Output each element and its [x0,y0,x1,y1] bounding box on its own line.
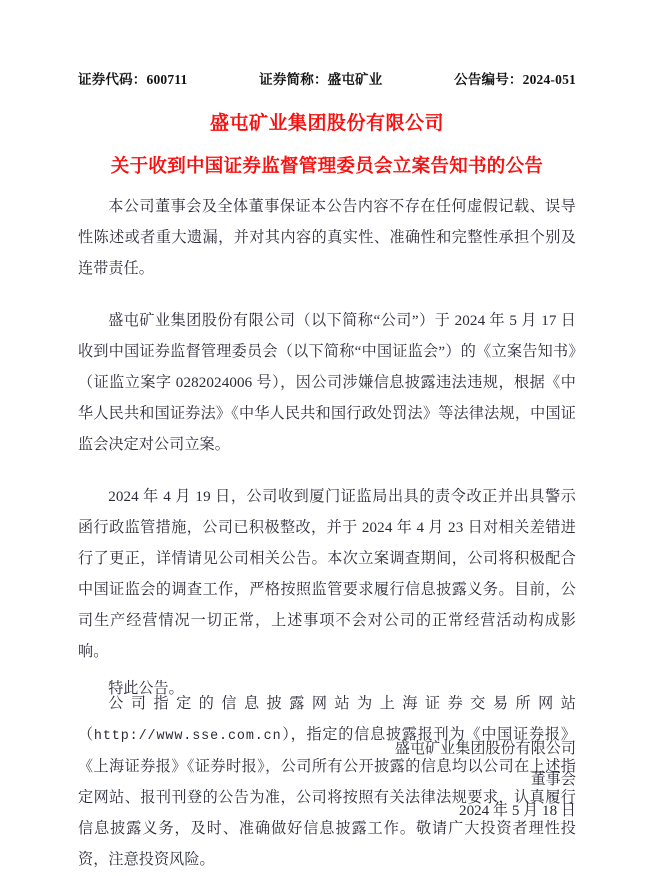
signature-date: 2024 年 5 月 18 日 [459,803,576,819]
notice-number-value: 2024-051 [522,72,576,87]
disclosure-text-before-url: 公司指定的信息披露网站为上海证券交易所网站（ [78,696,576,743]
notice-number-label: 公告编号： [454,72,523,87]
notice-number-cell [454,68,576,88]
document-header [78,68,576,88]
company-title: 盛屯矿业集团股份有限公司 [209,113,444,134]
security-abbr-label: 证券简称： [259,72,328,87]
disclosure-text-after-url: ），指定的信息披露报刊为《中国证券报》《上海证券报》《证券时报》，公司所有公开披露的信息均以公司在上述指定网站、报刊刊登的公告为准，公司将按照有关法律法规要求，认真履行信息披露义务，及时、准确做好信息披露工作。敬请广大投资者理性投资，注意投资风险。 [78,727,576,868]
signature-company: 盛屯矿业集团股份有限公司 [394,741,576,757]
sse-website-url: http://www.sse.com.cn [93,729,282,744]
paragraph-rectification: 2024 年 4 月 19 日，公司收到厦门证监局出具的责令改正并出具警示函行政监管措施，公司已积极整改，并于 2024 年 4 月 23 日对相关差错进行了更正，详情请见公司相关公告。本次立案调查期间，公司将积极配合中国证监会的调查工作，严格按照监管要求履行信息披露义务。目前，公司生产经营情况一切正常，上述事项不会对公司的正常经营活动构成影响。 [78,489,576,660]
closing-statement: 特此公告。 [108,681,184,697]
paragraph-disclaimer: 本公司董事会及全体董事保证本公告内容不存在任何虚假记载、误导性陈述或者重大遗漏，并对其内容的真实性、准确性和完整性承担个别及连带责任。 [78,199,576,277]
security-code-cell [78,68,187,88]
announcement-title: 关于收到中国证券监督管理委员会立案告知书的公告 [110,157,544,177]
paragraph-case-notice: 盛屯矿业集团股份有限公司（以下简称“公司”）于 2024 年 5 月 17 日收到中国证券监督管理委员会（以下简称“中国证监会”）的《立案告知书》（证监立案字 0282024006 号），因公司涉嫌信息披露违法违规，根据《中华人民共和国证券法》《中华人民共和国行政处罚法》等法律法规，中国证监会决定对公司立案。 [78,313,576,453]
security-abbr-value: 盛屯矿业 [327,72,383,87]
security-code-value: 600711 [146,72,188,87]
security-abbr-cell [259,68,382,88]
signature-board: 董事会 [530,772,576,788]
signature-block [78,734,576,827]
security-code-label: 证券代码： [78,72,147,87]
